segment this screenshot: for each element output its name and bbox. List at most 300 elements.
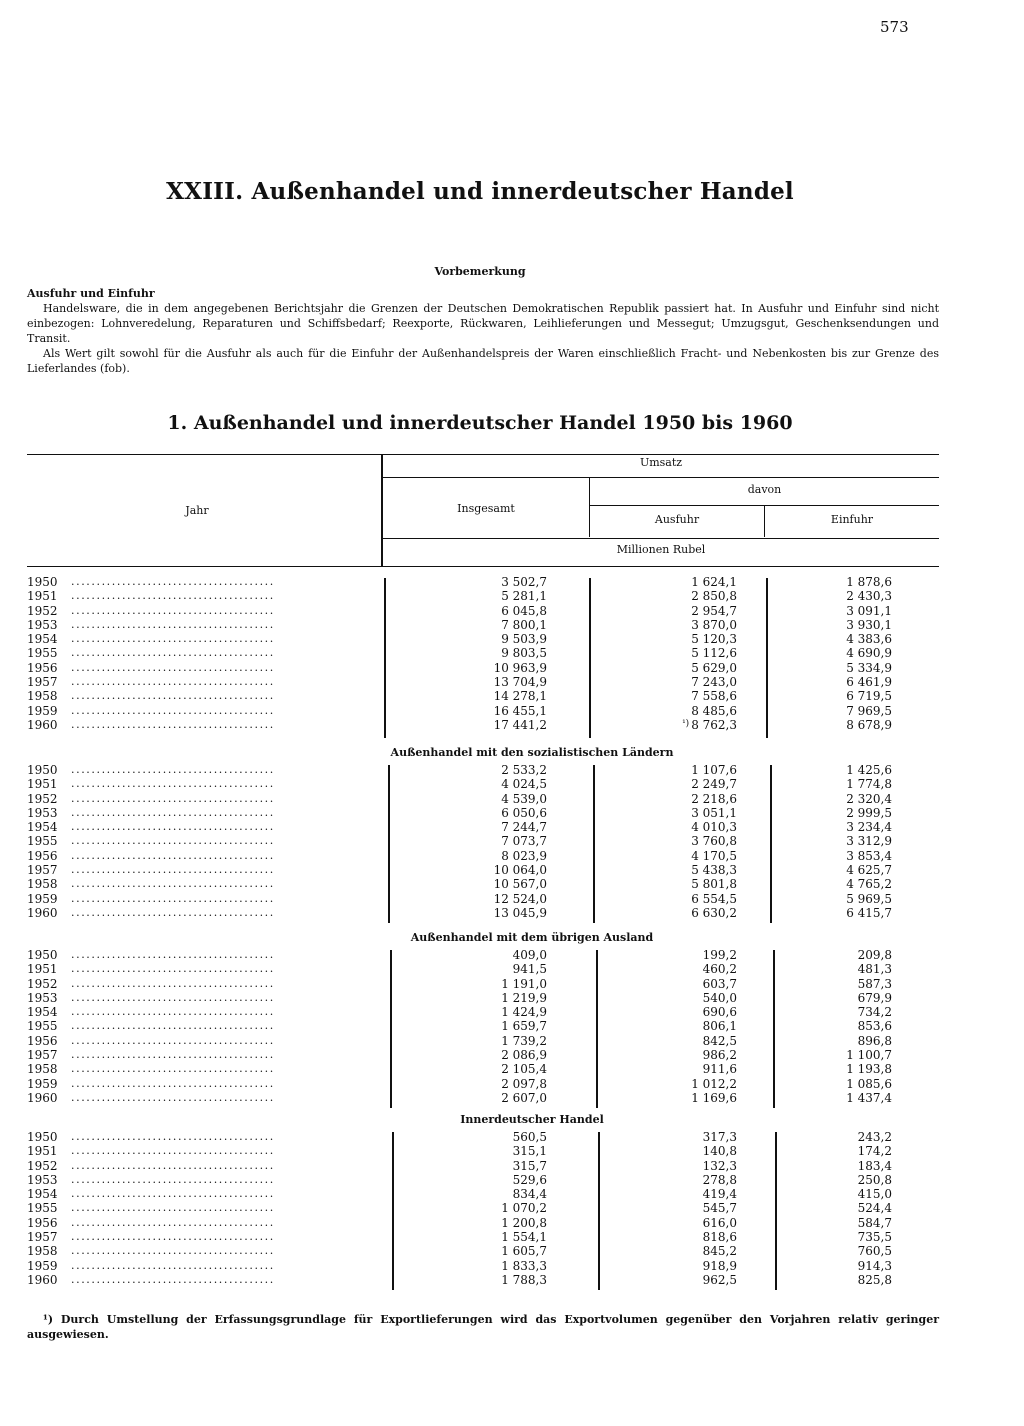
table-row bbox=[27, 777, 907, 791]
export-value: 986,2 bbox=[702, 1048, 737, 1063]
export-value: 278,8 bbox=[702, 1172, 737, 1187]
export-cell bbox=[647, 1230, 737, 1244]
total-cell: 2 097,8 bbox=[501, 1076, 547, 1091]
export-cell bbox=[647, 962, 737, 976]
preliminary-heading: Vorbemerkung bbox=[434, 265, 526, 278]
year-cell: 1953 bbox=[27, 805, 58, 820]
export-cell bbox=[647, 646, 737, 660]
export-cell bbox=[647, 991, 737, 1005]
export-value: 545,7 bbox=[702, 1201, 737, 1216]
column-rule bbox=[384, 578, 386, 738]
export-value: 3 760,8 bbox=[691, 834, 737, 849]
table-row bbox=[27, 1019, 907, 1033]
import-cell: 524,4 bbox=[857, 1201, 892, 1216]
total-cell: 6 050,6 bbox=[501, 805, 547, 820]
export-cell bbox=[647, 849, 737, 863]
year-cell: 1957 bbox=[27, 1230, 58, 1245]
leader-dots: ........................................ bbox=[71, 646, 275, 660]
import-cell: 6 719,5 bbox=[846, 689, 892, 704]
header-year: Jahr bbox=[185, 504, 209, 517]
export-cell bbox=[647, 1144, 737, 1158]
year-cell: 1951 bbox=[27, 962, 58, 977]
export-cell bbox=[647, 675, 737, 689]
table-row bbox=[27, 906, 907, 920]
import-cell: 7 969,5 bbox=[846, 703, 892, 718]
export-value: 1 624,1 bbox=[691, 575, 737, 589]
year-cell: 1953 bbox=[27, 1172, 58, 1187]
import-cell: 825,8 bbox=[857, 1272, 892, 1287]
column-rule bbox=[773, 950, 775, 1108]
export-cell bbox=[647, 1062, 737, 1076]
table-row bbox=[27, 1034, 907, 1048]
export-cell bbox=[647, 1019, 737, 1033]
export-cell bbox=[647, 1034, 737, 1048]
leader-dots: ........................................ bbox=[71, 575, 275, 588]
export-value: 603,7 bbox=[702, 976, 737, 991]
export-value: 199,2 bbox=[702, 948, 737, 962]
export-cell bbox=[647, 1091, 737, 1105]
export-value: 845,2 bbox=[702, 1244, 737, 1259]
import-cell: 3 853,4 bbox=[846, 848, 892, 863]
preliminary-subheading: Ausfuhr und Einfuhr bbox=[27, 287, 155, 300]
export-cell bbox=[647, 777, 737, 791]
table-row bbox=[27, 977, 907, 991]
table-row bbox=[27, 575, 907, 589]
table-row bbox=[27, 948, 907, 962]
import-cell: 679,9 bbox=[857, 990, 892, 1005]
year-cell: 1954 bbox=[27, 820, 58, 835]
leader-dots: ........................................ bbox=[71, 877, 275, 891]
table-row bbox=[27, 1077, 907, 1091]
leader-dots: ........................................ bbox=[71, 617, 275, 631]
import-cell: 735,5 bbox=[857, 1230, 892, 1245]
import-cell: 3 234,4 bbox=[846, 820, 892, 835]
import-cell: 1 193,8 bbox=[846, 1062, 892, 1077]
export-cell bbox=[647, 718, 737, 734]
import-cell: 415,0 bbox=[857, 1187, 892, 1202]
year-cell: 1953 bbox=[27, 990, 58, 1005]
import-cell: 587,3 bbox=[857, 976, 892, 991]
column-rule bbox=[770, 765, 772, 923]
import-cell: 1 425,6 bbox=[846, 763, 892, 777]
table-row bbox=[27, 820, 907, 834]
header-bottom-rule bbox=[27, 566, 939, 567]
import-cell: 2 999,5 bbox=[846, 805, 892, 820]
leader-dots: ........................................ bbox=[71, 891, 275, 905]
leader-dots: ........................................ bbox=[71, 834, 275, 848]
export-cell bbox=[647, 1077, 737, 1091]
total-cell: 1 833,3 bbox=[501, 1258, 547, 1273]
leader-dots: ........................................ bbox=[71, 962, 275, 976]
table-row bbox=[27, 877, 907, 891]
import-cell: 4 765,2 bbox=[846, 877, 892, 892]
total-cell: 315,7 bbox=[512, 1158, 547, 1173]
total-cell: 1 070,2 bbox=[501, 1201, 547, 1216]
export-cell bbox=[647, 1173, 737, 1187]
total-cell: 6 045,8 bbox=[501, 603, 547, 618]
leader-dots: ........................................ bbox=[71, 1158, 275, 1172]
import-cell: 209,8 bbox=[857, 948, 892, 962]
total-cell: 1 219,9 bbox=[501, 990, 547, 1005]
export-cell bbox=[647, 820, 737, 834]
footnote bbox=[27, 1312, 939, 1342]
year-cell: 1957 bbox=[27, 675, 58, 690]
export-value: 2 218,6 bbox=[691, 791, 737, 806]
leader-dots: ........................................ bbox=[71, 777, 275, 791]
table-row bbox=[27, 1048, 907, 1062]
import-cell: 4 690,9 bbox=[846, 646, 892, 661]
import-cell: 1 085,6 bbox=[846, 1076, 892, 1091]
import-cell: 4 625,7 bbox=[846, 863, 892, 878]
leader-dots: ........................................ bbox=[71, 848, 275, 862]
leader-dots: ........................................ bbox=[71, 717, 275, 731]
import-cell: 3 091,1 bbox=[846, 603, 892, 618]
total-cell: 941,5 bbox=[512, 962, 547, 977]
year-cell: 1951 bbox=[27, 777, 58, 792]
export-cell bbox=[647, 689, 737, 703]
table-row bbox=[27, 689, 907, 703]
import-cell: 174,2 bbox=[857, 1144, 892, 1159]
year-cell: 1950 bbox=[27, 948, 58, 962]
import-cell: 6 461,9 bbox=[846, 675, 892, 690]
total-cell: 7 073,7 bbox=[501, 834, 547, 849]
import-cell: 8 678,9 bbox=[846, 717, 892, 732]
section-label-socialist: Außenhandel mit den sozialistischen Ländern bbox=[390, 746, 674, 759]
total-cell: 9 503,9 bbox=[501, 632, 547, 647]
year-cell: 1958 bbox=[27, 877, 58, 892]
table-row bbox=[27, 704, 907, 718]
export-value: 1 107,6 bbox=[691, 763, 737, 777]
leader-dots: ........................................ bbox=[71, 632, 275, 646]
leader-dots: ........................................ bbox=[71, 1005, 275, 1019]
leader-dots: ........................................ bbox=[71, 820, 275, 834]
header-umsatz: Umsatz bbox=[639, 456, 683, 469]
header-unit-rule bbox=[383, 538, 939, 539]
year-cell: 1959 bbox=[27, 891, 58, 906]
table-row bbox=[27, 675, 907, 689]
export-value: 2 954,7 bbox=[691, 603, 737, 618]
column-rule bbox=[596, 950, 598, 1108]
export-value: 5 629,0 bbox=[691, 660, 737, 675]
table-row bbox=[27, 834, 907, 848]
import-cell: 760,5 bbox=[857, 1244, 892, 1259]
year-cell: 1957 bbox=[27, 863, 58, 878]
leader-dots: ........................................ bbox=[71, 1144, 275, 1158]
export-cell bbox=[647, 604, 737, 618]
year-cell: 1952 bbox=[27, 976, 58, 991]
year-cell: 1960 bbox=[27, 905, 58, 920]
export-cell bbox=[647, 575, 737, 589]
table-row bbox=[27, 1005, 907, 1019]
total-cell: 529,6 bbox=[512, 1172, 547, 1187]
table-row bbox=[27, 849, 907, 863]
leader-dots: ........................................ bbox=[71, 1130, 275, 1143]
export-value: 5 801,8 bbox=[691, 877, 737, 892]
year-cell: 1951 bbox=[27, 1144, 58, 1159]
total-cell: 7 800,1 bbox=[501, 617, 547, 632]
footnote-text: ¹) Durch Umstellung der Erfassungsgrundlage für Exportlieferungen wird das Exportvolumen gegenüber den Vorjahren relativ geringer ausgewiesen. bbox=[27, 1313, 939, 1341]
import-cell: 5 334,9 bbox=[846, 660, 892, 675]
table-row bbox=[27, 618, 907, 632]
export-value: 842,5 bbox=[702, 1033, 737, 1048]
export-cell bbox=[647, 763, 737, 777]
import-cell: 2 430,3 bbox=[846, 589, 892, 604]
page-number: 573 bbox=[880, 18, 909, 36]
section-all bbox=[27, 575, 907, 732]
total-cell: 1 424,9 bbox=[501, 1005, 547, 1020]
chapter-title: XXIII. Außenhandel und innerdeutscher Handel bbox=[166, 178, 794, 205]
export-value: 8 485,6 bbox=[691, 703, 737, 718]
header-unit: Millionen Rubel bbox=[616, 543, 706, 556]
export-cell bbox=[647, 1048, 737, 1062]
total-cell: 14 278,1 bbox=[493, 689, 547, 704]
export-value: 2 249,7 bbox=[691, 777, 737, 792]
export-cell bbox=[647, 1273, 737, 1287]
year-cell: 1958 bbox=[27, 1062, 58, 1077]
year-cell: 1951 bbox=[27, 589, 58, 604]
total-cell: 13 045,9 bbox=[493, 905, 547, 920]
table-row bbox=[27, 763, 907, 777]
leader-dots: ........................................ bbox=[71, 1187, 275, 1201]
column-rule bbox=[388, 765, 390, 923]
leader-dots: ........................................ bbox=[71, 703, 275, 717]
total-cell: 5 281,1 bbox=[501, 589, 547, 604]
total-cell: 2 533,2 bbox=[501, 763, 547, 777]
header-umsatz-rule bbox=[383, 477, 939, 478]
leader-dots: ........................................ bbox=[71, 863, 275, 877]
total-cell: 10 963,9 bbox=[493, 660, 547, 675]
year-cell: 1957 bbox=[27, 1048, 58, 1063]
total-cell: 1 605,7 bbox=[501, 1244, 547, 1259]
import-cell: 914,3 bbox=[857, 1258, 892, 1273]
import-cell: 2 320,4 bbox=[846, 791, 892, 806]
header-import: Einfuhr bbox=[830, 513, 874, 526]
export-cell bbox=[647, 792, 737, 806]
import-cell: 734,2 bbox=[857, 1005, 892, 1020]
header-davon: davon bbox=[747, 483, 782, 496]
year-cell: 1950 bbox=[27, 575, 58, 589]
export-value: 3 051,1 bbox=[691, 805, 737, 820]
year-cell: 1952 bbox=[27, 1158, 58, 1173]
table-title: 1. Außenhandel und innerdeutscher Handel 1950 bis 1960 bbox=[167, 412, 793, 434]
leader-dots: ........................................ bbox=[71, 1230, 275, 1244]
year-cell: 1955 bbox=[27, 1201, 58, 1216]
year-cell: 1955 bbox=[27, 1019, 58, 1034]
total-cell: 3 502,7 bbox=[501, 575, 547, 589]
export-value: 7 243,0 bbox=[691, 675, 737, 690]
leader-dots: ........................................ bbox=[71, 990, 275, 1004]
total-cell: 1 200,8 bbox=[501, 1215, 547, 1230]
export-cell bbox=[647, 618, 737, 632]
year-cell: 1960 bbox=[27, 1272, 58, 1287]
export-value: 3 870,0 bbox=[691, 617, 737, 632]
import-cell: 896,8 bbox=[857, 1033, 892, 1048]
year-cell: 1954 bbox=[27, 632, 58, 647]
total-cell: 409,0 bbox=[512, 948, 547, 962]
import-cell: 3 930,1 bbox=[846, 617, 892, 632]
year-cell: 1955 bbox=[27, 834, 58, 849]
import-cell: 1 878,6 bbox=[846, 575, 892, 589]
total-cell: 10 064,0 bbox=[493, 863, 547, 878]
export-value: 1 012,2 bbox=[691, 1076, 737, 1091]
export-value: 6 630,2 bbox=[691, 905, 737, 920]
table-row bbox=[27, 661, 907, 675]
export-cell bbox=[647, 834, 737, 848]
leader-dots: ........................................ bbox=[71, 675, 275, 689]
year-cell: 1950 bbox=[27, 763, 58, 777]
table-row bbox=[27, 892, 907, 906]
total-cell: 2 105,4 bbox=[501, 1062, 547, 1077]
year-cell: 1960 bbox=[27, 717, 58, 732]
year-cell: 1952 bbox=[27, 791, 58, 806]
import-cell: 3 312,9 bbox=[846, 834, 892, 849]
column-rule bbox=[390, 950, 392, 1108]
export-cell bbox=[647, 1201, 737, 1215]
export-cell bbox=[647, 948, 737, 962]
section-label-other-countries: Außenhandel mit dem übrigen Ausland bbox=[410, 931, 654, 944]
export-value: 4 010,3 bbox=[691, 820, 737, 835]
leader-dots: ........................................ bbox=[71, 763, 275, 776]
year-cell: 1956 bbox=[27, 1215, 58, 1230]
export-value: 460,2 bbox=[702, 962, 737, 977]
table-row bbox=[27, 991, 907, 1005]
column-rule bbox=[598, 1132, 600, 1290]
total-cell: 1 788,3 bbox=[501, 1272, 547, 1287]
export-cell bbox=[647, 977, 737, 991]
year-cell: 1954 bbox=[27, 1187, 58, 1202]
export-value: 5 112,6 bbox=[691, 646, 737, 661]
total-cell: 13 704,9 bbox=[493, 675, 547, 690]
leader-dots: ........................................ bbox=[71, 660, 275, 674]
year-cell: 1950 bbox=[27, 1130, 58, 1144]
leader-dots: ........................................ bbox=[71, 1062, 275, 1076]
export-value: 132,3 bbox=[702, 1158, 737, 1173]
total-cell: 4 539,0 bbox=[501, 791, 547, 806]
total-cell: 1 191,0 bbox=[501, 976, 547, 991]
header-total: Insgesamt bbox=[457, 502, 515, 515]
leader-dots: ........................................ bbox=[71, 1244, 275, 1258]
footnote-marker: ¹) bbox=[682, 718, 690, 729]
year-cell: 1959 bbox=[27, 1258, 58, 1273]
import-cell: 243,2 bbox=[857, 1130, 892, 1144]
total-cell: 9 803,5 bbox=[501, 646, 547, 661]
export-cell bbox=[647, 1259, 737, 1273]
export-value: 4 170,5 bbox=[691, 848, 737, 863]
header-top-rule bbox=[27, 454, 939, 455]
total-cell: 1 554,1 bbox=[501, 1230, 547, 1245]
import-cell: 1 774,8 bbox=[846, 777, 892, 792]
table-row bbox=[27, 646, 907, 660]
total-cell: 4 024,5 bbox=[501, 777, 547, 792]
total-cell: 10 567,0 bbox=[493, 877, 547, 892]
export-value: 8 762,3 bbox=[691, 717, 737, 732]
table-row bbox=[27, 792, 907, 806]
export-value: 5 438,3 bbox=[691, 863, 737, 878]
section-other-countries bbox=[27, 948, 907, 1105]
export-cell bbox=[647, 589, 737, 603]
column-rule bbox=[766, 578, 768, 738]
header-divider-total bbox=[589, 478, 590, 537]
table-row bbox=[27, 718, 907, 732]
column-rule bbox=[392, 1132, 394, 1290]
year-cell: 1959 bbox=[27, 1076, 58, 1091]
year-cell: 1958 bbox=[27, 1244, 58, 1259]
export-value: 7 558,6 bbox=[691, 689, 737, 704]
leader-dots: ........................................ bbox=[71, 1172, 275, 1186]
table-row bbox=[27, 604, 907, 618]
import-cell: 5 969,5 bbox=[846, 891, 892, 906]
export-value: 911,6 bbox=[702, 1062, 737, 1077]
export-value: 806,1 bbox=[702, 1019, 737, 1034]
export-cell bbox=[647, 1187, 737, 1201]
import-cell: 853,6 bbox=[857, 1019, 892, 1034]
leader-dots: ........................................ bbox=[71, 589, 275, 603]
preliminary-paragraph-2: Als Wert gilt sowohl für die Ausfuhr als auch für die Einfuhr der Außenhandelspreis der Waren einschließlich Fracht- und Nebenkosten bis zur Grenze des Lieferlandes (fob). bbox=[27, 347, 939, 375]
leader-dots: ........................................ bbox=[71, 791, 275, 805]
year-cell: 1956 bbox=[27, 660, 58, 675]
preliminary-paragraph-1: Handelsware, die in dem angegebenen Berichtsjahr die Grenzen der Deutschen Demokratischen Republik passiert hat. In Ausfuhr und Einfuhr sind nicht einbezogen: Lohnveredelung, Reparaturen und Schiffsbedarf; Reexporte, Rückwaren, Leihlieferungen und Messegut; Umzugsgut, Geschenksendungen und Transit. bbox=[27, 302, 939, 345]
leader-dots: ........................................ bbox=[71, 689, 275, 703]
export-value: 5 120,3 bbox=[691, 632, 737, 647]
export-value: 690,6 bbox=[702, 1005, 737, 1020]
import-cell: 250,8 bbox=[857, 1172, 892, 1187]
year-cell: 1960 bbox=[27, 1090, 58, 1105]
leader-dots: ........................................ bbox=[71, 1019, 275, 1033]
export-value: 2 850,8 bbox=[691, 589, 737, 604]
total-cell: 2 607,0 bbox=[501, 1090, 547, 1105]
total-cell: 8 023,9 bbox=[501, 848, 547, 863]
leader-dots: ........................................ bbox=[71, 1272, 275, 1286]
column-rule bbox=[593, 765, 595, 923]
export-cell bbox=[647, 906, 737, 920]
export-value: 140,8 bbox=[702, 1144, 737, 1159]
import-cell: 1 100,7 bbox=[846, 1048, 892, 1063]
export-cell bbox=[647, 632, 737, 646]
total-cell: 7 244,7 bbox=[501, 820, 547, 835]
leader-dots: ........................................ bbox=[71, 1201, 275, 1215]
year-cell: 1958 bbox=[27, 689, 58, 704]
import-cell: 481,3 bbox=[857, 962, 892, 977]
import-cell: 1 437,4 bbox=[846, 1090, 892, 1105]
year-cell: 1955 bbox=[27, 646, 58, 661]
leader-dots: ........................................ bbox=[71, 948, 275, 961]
table-row bbox=[27, 1091, 907, 1105]
total-cell: 1 659,7 bbox=[501, 1019, 547, 1034]
export-value: 818,6 bbox=[702, 1230, 737, 1245]
leader-dots: ........................................ bbox=[71, 805, 275, 819]
total-cell: 1 739,2 bbox=[501, 1033, 547, 1048]
table-row bbox=[27, 632, 907, 646]
leader-dots: ........................................ bbox=[71, 976, 275, 990]
total-cell: 2 086,9 bbox=[501, 1048, 547, 1063]
leader-dots: ........................................ bbox=[71, 1048, 275, 1062]
total-cell: 315,1 bbox=[512, 1144, 547, 1159]
total-cell: 834,4 bbox=[512, 1187, 547, 1202]
preliminary-text bbox=[27, 286, 939, 376]
table-row bbox=[27, 863, 907, 877]
export-cell bbox=[647, 1159, 737, 1173]
total-cell: 560,5 bbox=[512, 1130, 547, 1144]
export-value: 540,0 bbox=[702, 990, 737, 1005]
export-cell bbox=[647, 704, 737, 718]
export-cell bbox=[647, 892, 737, 906]
export-value: 1 169,6 bbox=[691, 1090, 737, 1105]
year-cell: 1959 bbox=[27, 703, 58, 718]
leader-dots: ........................................ bbox=[71, 1090, 275, 1104]
export-cell bbox=[647, 877, 737, 891]
table-row bbox=[27, 589, 907, 603]
table-row bbox=[27, 806, 907, 820]
